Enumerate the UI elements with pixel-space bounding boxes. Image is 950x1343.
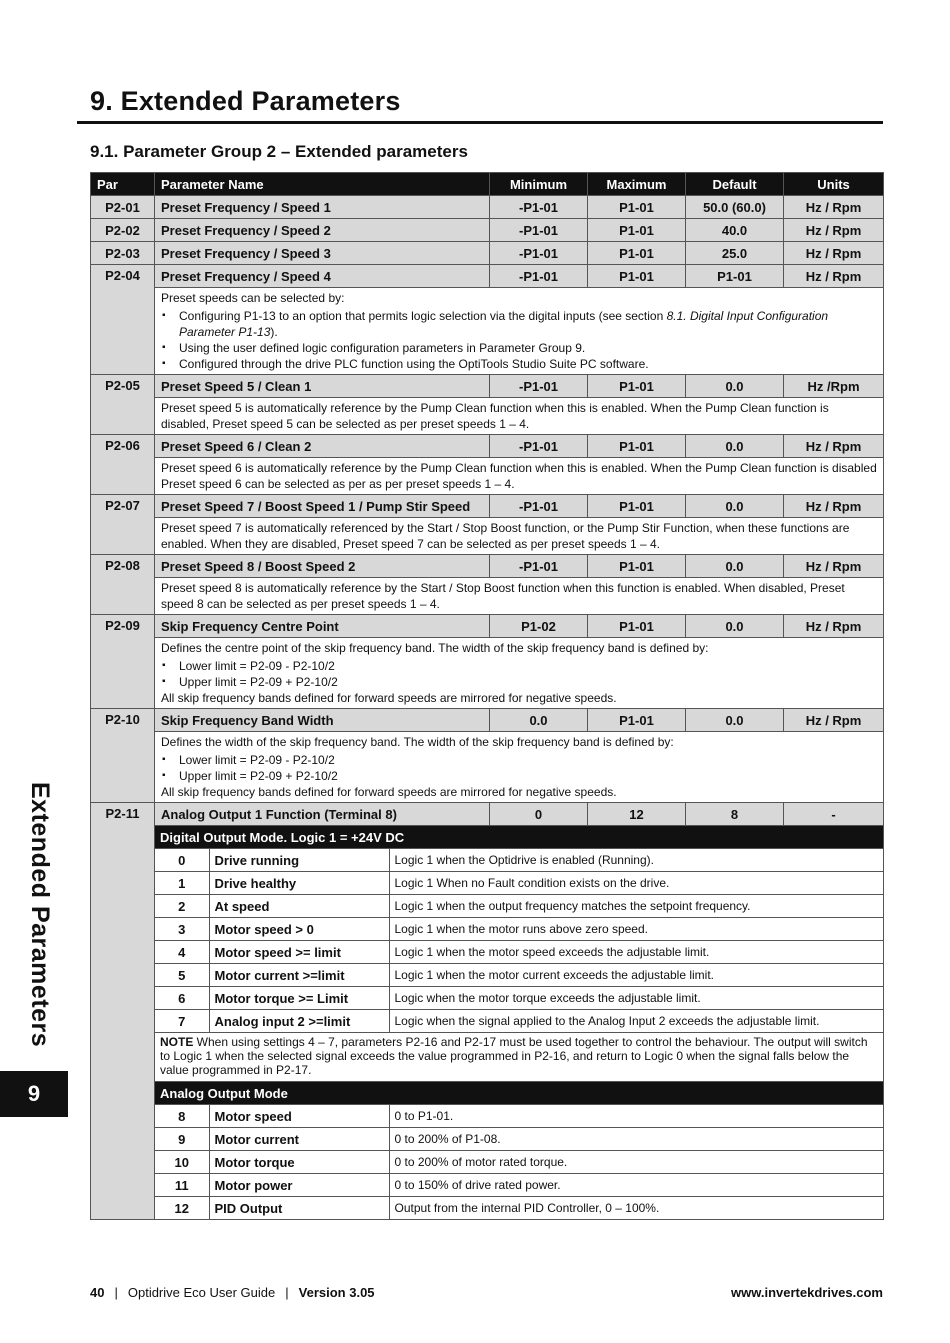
param-row-p2-07 [91, 495, 884, 518]
option-desc: Logic 1 when the Optidrive is enabled (Running). [389, 849, 883, 872]
bullet-list [161, 752, 877, 784]
param-description [155, 638, 884, 709]
page-number: 40 [90, 1285, 105, 1300]
option-name: PID Output [209, 1197, 389, 1220]
option-row [155, 964, 883, 987]
param-default: 8 [686, 803, 784, 826]
param-max: P1-01 [588, 709, 686, 732]
option-name: Drive healthy [209, 872, 389, 895]
param-desc-row [91, 578, 884, 615]
option-desc: Logic when the signal applied to the Analog Input 2 exceeds the adjustable limit. [389, 1010, 883, 1033]
param-name: Preset Speed 6 / Clean 2 [155, 435, 490, 458]
option-row [155, 872, 883, 895]
bullet-item: ▪ Upper limit = P2-09 + P2-10/2 [179, 768, 877, 784]
option-name: Motor speed [209, 1105, 389, 1128]
param-max: P1-01 [588, 555, 686, 578]
footer-separator: | [285, 1285, 289, 1300]
param-units: Hz / Rpm [784, 242, 884, 265]
param-min: -P1-01 [490, 265, 588, 288]
option-value: 5 [155, 964, 209, 987]
param-default: 0.0 [686, 375, 784, 398]
param-name: Preset Frequency / Speed 4 [155, 265, 490, 288]
param-default: 0.0 [686, 709, 784, 732]
param-desc-row [91, 288, 884, 375]
param-description: Preset speed 6 is automatically reference by the Pump Clean function when this is enabled. When the Pump Clean function is disabled Preset speed 6 can be selected as per as per preset speeds 1 – 4. [155, 458, 884, 495]
param-name: Analog Output 1 Function (Terminal 8) [155, 803, 490, 826]
param-min: -P1-01 [490, 435, 588, 458]
section-heading: 9.1. Parameter Group 2 – Extended parameters [90, 142, 468, 161]
param-name: Preset Frequency / Speed 1 [155, 196, 490, 219]
bullet-list [161, 308, 877, 372]
table-header-row [91, 173, 884, 196]
param-min: P1-02 [490, 615, 588, 638]
param-row-p2-06 [91, 435, 884, 458]
col-header-units: Units [784, 173, 884, 196]
option-value: 9 [155, 1128, 209, 1151]
digital-mode-header: Digital Output Mode. Logic 1 = +24V DC [155, 826, 883, 849]
param-units: Hz / Rpm [784, 265, 884, 288]
param-name: Preset Speed 7 / Boost Speed 1 / Pump Stir Speed [155, 495, 490, 518]
param-row-p2-04 [91, 265, 884, 288]
param-id: P2-06 [91, 435, 155, 495]
bullet-text: ). [270, 325, 278, 339]
col-header-max: Maximum [588, 173, 686, 196]
param-desc-row [91, 518, 884, 555]
option-value: 11 [155, 1174, 209, 1197]
param-id: P2-11 [91, 803, 155, 1220]
param-id: P2-07 [91, 495, 155, 555]
option-row [155, 849, 883, 872]
param-row-p2-01 [91, 196, 884, 219]
option-value: 8 [155, 1105, 209, 1128]
param-max: P1-01 [588, 219, 686, 242]
param-max: P1-01 [588, 435, 686, 458]
param-row-p2-10 [91, 709, 884, 732]
param-min: 0.0 [490, 709, 588, 732]
option-row [155, 1128, 883, 1151]
chapter-number-badge: 9 [0, 1071, 68, 1117]
option-value: 10 [155, 1151, 209, 1174]
option-row [155, 1197, 883, 1220]
param-desc-row [91, 638, 884, 709]
param-desc-row [91, 398, 884, 435]
option-value: 4 [155, 941, 209, 964]
option-desc: Logic 1 when the motor speed exceeds the adjustable limit. [389, 941, 883, 964]
param-row-p2-11 [91, 803, 884, 826]
option-row [155, 1174, 883, 1197]
option-value: 7 [155, 1010, 209, 1033]
param-default: 0.0 [686, 615, 784, 638]
version-label: Version 3.05 [298, 1285, 375, 1300]
param-max: P1-01 [588, 375, 686, 398]
bullet-list [161, 658, 877, 690]
bullet-item: ▪ Configured through the drive PLC function using the OptiTools Studio Suite PC software. [179, 356, 877, 372]
param-default: P1-01 [686, 265, 784, 288]
option-desc: 0 to 200% of motor rated torque. [389, 1151, 883, 1174]
option-name: Motor torque >= Limit [209, 987, 389, 1010]
param-min: -P1-01 [490, 555, 588, 578]
option-value: 6 [155, 987, 209, 1010]
option-row [155, 941, 883, 964]
param-units: Hz / Rpm [784, 219, 884, 242]
option-row [155, 1010, 883, 1033]
param-desc-row [91, 826, 884, 1220]
option-desc: Logic 1 when the motor current exceeds the adjustable limit. [389, 964, 883, 987]
param-units: - [784, 803, 884, 826]
note-box [155, 1033, 883, 1082]
col-header-default: Default [686, 173, 784, 196]
param-name: Skip Frequency Band Width [155, 709, 490, 732]
param-default: 40.0 [686, 219, 784, 242]
param-description [155, 732, 884, 803]
param-min: 0 [490, 803, 588, 826]
option-name: Motor current >=limit [209, 964, 389, 987]
param-min: -P1-01 [490, 495, 588, 518]
bullet-item [179, 308, 877, 340]
param-row-p2-02 [91, 219, 884, 242]
param-min: -P1-01 [490, 242, 588, 265]
param-desc-row [91, 458, 884, 495]
param-id: P2-08 [91, 555, 155, 615]
option-value: 1 [155, 872, 209, 895]
param-max: P1-01 [588, 495, 686, 518]
footer-separator: | [114, 1285, 118, 1300]
side-tab [8, 782, 56, 1062]
option-row [155, 1151, 883, 1174]
option-name: Drive running [209, 849, 389, 872]
option-name: Analog input 2 >=limit [209, 1010, 389, 1033]
param-min: -P1-01 [490, 196, 588, 219]
desc-intro: Defines the centre point of the skip frequency band. The width of the skip frequency band is defined by: [161, 641, 709, 655]
option-desc: 0 to 150% of drive rated power. [389, 1174, 883, 1197]
guide-title: Optidrive Eco User Guide [127, 1285, 276, 1300]
param-name: Preset Speed 8 / Boost Speed 2 [155, 555, 490, 578]
website-url: www.invertekdrives.com [731, 1285, 883, 1300]
option-row [155, 895, 883, 918]
analog-mode-header: Analog Output Mode [155, 1082, 883, 1105]
bullet-item: ▪ Lower limit = P2-09 - P2-10/2 [179, 752, 877, 768]
param-max: P1-01 [588, 242, 686, 265]
param-id: P2-03 [91, 242, 155, 265]
param-units: Hz / Rpm [784, 615, 884, 638]
bullet-item: ▪ Using the user defined logic configuration parameters in Parameter Group 9. [179, 340, 877, 356]
param-min: -P1-01 [490, 375, 588, 398]
option-row [155, 987, 883, 1010]
param-max: 12 [588, 803, 686, 826]
param-desc-row [91, 732, 884, 803]
param-units: Hz / Rpm [784, 435, 884, 458]
option-name: Motor speed >= limit [209, 941, 389, 964]
option-subtable [155, 826, 883, 1219]
param-id: P2-02 [91, 219, 155, 242]
option-subtable-cell [155, 826, 884, 1220]
option-desc: 0 to 200% of P1-08. [389, 1128, 883, 1151]
option-desc: Logic 1 When no Fault condition exists on the drive. [389, 872, 883, 895]
option-row [155, 1105, 883, 1128]
param-default: 0.0 [686, 435, 784, 458]
param-id: P2-04 [91, 265, 155, 375]
param-id: P2-01 [91, 196, 155, 219]
desc-intro: Defines the width of the skip frequency band. The width of the skip frequency band is defined by: [161, 735, 674, 749]
option-name: Motor current [209, 1128, 389, 1151]
param-name: Preset Speed 5 / Clean 1 [155, 375, 490, 398]
param-default: 25.0 [686, 242, 784, 265]
bullet-item: ▪ Lower limit = P2-09 - P2-10/2 [179, 658, 877, 674]
param-description: Preset speed 8 is automatically reference by the Start / Stop Boost function when this function is enabled. When disabled, Preset speed 8 can be selected as per preset speeds 1 – 4. [155, 578, 884, 615]
param-row-p2-09 [91, 615, 884, 638]
param-row-p2-05 [91, 375, 884, 398]
param-description: Preset speed 5 is automatically reference by the Pump Clean function when this is enabled. When the Pump Clean function is disabled, Preset speed 5 can be selected as per preset speeds 1 – 4. [155, 398, 884, 435]
param-units: Hz / Rpm [784, 555, 884, 578]
side-title: Extended Parameters [26, 782, 54, 1048]
heading-rule [77, 121, 883, 124]
option-value: 0 [155, 849, 209, 872]
param-units: Hz / Rpm [784, 709, 884, 732]
note-text: When using settings 4 – 7, parameters P2-16 and P2-17 must be used together to control the behaviour. The output will switch to Logic 1 when the selected signal exceeds the value programmed in P2-16, and return to Logic 0 when the signal falls below the value programmed in P2-17. [160, 1035, 868, 1077]
param-default: 0.0 [686, 555, 784, 578]
param-id: P2-05 [91, 375, 155, 435]
col-header-par: Par [91, 173, 155, 196]
option-name: At speed [209, 895, 389, 918]
option-value: 12 [155, 1197, 209, 1220]
option-desc: Logic 1 when the output frequency matches the setpoint frequency. [389, 895, 883, 918]
param-default: 50.0 (60.0) [686, 196, 784, 219]
param-units: Hz / Rpm [784, 495, 884, 518]
param-max: P1-01 [588, 265, 686, 288]
param-row-p2-03 [91, 242, 884, 265]
option-desc: Logic when the motor torque exceeds the adjustable limit. [389, 987, 883, 1010]
option-name: Motor speed > 0 [209, 918, 389, 941]
param-id: P2-10 [91, 709, 155, 803]
option-value: 3 [155, 918, 209, 941]
param-id: P2-09 [91, 615, 155, 709]
desc-intro: Preset speeds can be selected by: [161, 291, 345, 305]
param-min: -P1-01 [490, 219, 588, 242]
option-desc: Output from the internal PID Controller, 0 – 100%. [389, 1197, 883, 1220]
col-header-min: Minimum [490, 173, 588, 196]
option-value: 2 [155, 895, 209, 918]
param-max: P1-01 [588, 615, 686, 638]
parameter-table [90, 172, 884, 1220]
param-row-p2-08 [91, 555, 884, 578]
page-heading: 9. Extended Parameters [90, 86, 401, 116]
param-units: Hz / Rpm [784, 196, 884, 219]
bullet-text: Configuring P1-13 to an option that permits logic selection via the digital inputs (see section [179, 309, 667, 323]
param-max: P1-01 [588, 196, 686, 219]
option-name: Motor power [209, 1174, 389, 1197]
option-desc: 0 to P1-01. [389, 1105, 883, 1128]
param-units: Hz /Rpm [784, 375, 884, 398]
option-desc: Logic 1 when the motor runs above zero speed. [389, 918, 883, 941]
section-reference: 8.1. Digital Input Configuration Parameter P1-13 [179, 309, 829, 339]
param-default: 0.0 [686, 495, 784, 518]
desc-end: All skip frequency bands defined for forward speeds are mirrored for negative speeds. [161, 785, 617, 799]
note-label: NOTE [160, 1035, 194, 1049]
param-description [155, 288, 884, 375]
col-header-name: Parameter Name [155, 173, 490, 196]
bullet-item: ▪ Upper limit = P2-09 + P2-10/2 [179, 674, 877, 690]
param-name: Preset Frequency / Speed 2 [155, 219, 490, 242]
param-name: Preset Frequency / Speed 3 [155, 242, 490, 265]
option-row [155, 918, 883, 941]
option-name: Motor torque [209, 1151, 389, 1174]
desc-end: All skip frequency bands defined for forward speeds are mirrored for negative speeds. [161, 691, 617, 705]
param-name: Skip Frequency Centre Point [155, 615, 490, 638]
param-description: Preset speed 7 is automatically referenced by the Start / Stop Boost function, or the Pump Stir Function, when these functions are enabled. When they are disabled, Preset speed 7 can be selected as per preset speeds 1 – 4. [155, 518, 884, 555]
